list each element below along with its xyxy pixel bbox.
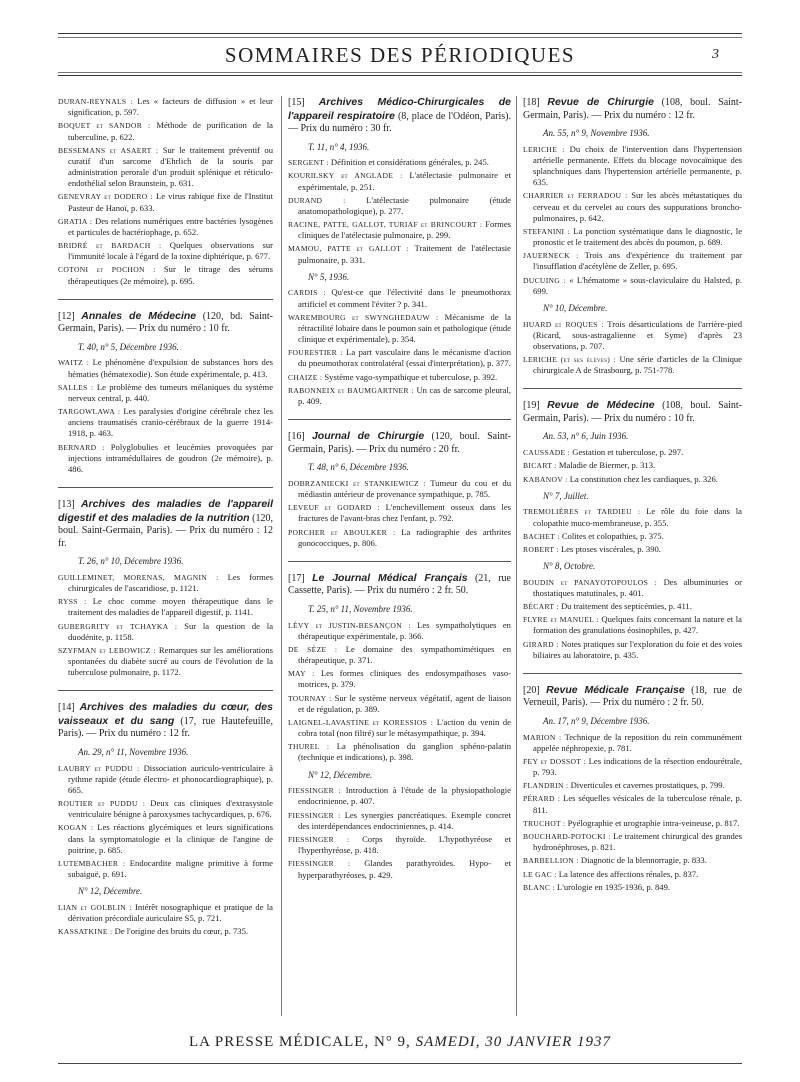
article-authors: BLANC : — [523, 882, 555, 892]
article-entry — [523, 460, 742, 471]
article-title: Tumeur du cou et du médiastin antérieur de provenance sympathique, p. 785. — [298, 477, 512, 499]
periodical-title: Revue de Chirurgie — [547, 96, 654, 108]
article-title: Trois ans d'expérience du traitement par l'insufflation d'acétylène de Zeller, p. 695. — [533, 250, 742, 272]
article-authors: HUARD et ROQUES : — [523, 319, 604, 329]
article-entry — [288, 195, 511, 217]
column-1 — [58, 96, 273, 950]
article-authors: RYSS : — [58, 597, 87, 607]
article-entry — [288, 810, 511, 832]
article-entry — [523, 780, 742, 791]
issue-label: N° 8, Octobre. — [543, 561, 596, 572]
article-authors: CHARRIER et FERRADOU : — [523, 191, 628, 201]
article-entry — [523, 544, 742, 555]
article-authors: ROUTIER et PUDDU : — [58, 799, 146, 809]
article-authors: KABANOV : — [523, 474, 568, 484]
section-rule — [523, 673, 742, 674]
periodical-heading — [58, 498, 273, 550]
section-rule — [523, 388, 742, 389]
article-title: Les paralysies d'origine cérébrale chez les anciens traumatisés cranio-cérébraux de la guerre 1914-1918, p. 463. — [68, 406, 273, 439]
periodical-title: Le Journal Médical Français — [312, 571, 468, 584]
periodical-address: (108, boul. Saint-Germain, Paris). — Prix du numéro : 10 fr. — [523, 400, 743, 424]
article-title: Un cas de sarcome pleural, p. 409. — [298, 384, 511, 406]
article-entry — [288, 644, 511, 666]
article-title: Les formes cliniques des endosympathoses vaso-motrices, p. 379. — [298, 668, 511, 690]
article-title: La constitution chez les cardiaques, p. 326. — [569, 473, 718, 484]
periodical-heading — [523, 684, 742, 710]
section-17 — [288, 572, 511, 881]
article-authors: LAIGNEL-LAVASTINE et KORESSIOS : — [288, 717, 434, 727]
article-authors: BOUCHARD-POTOCKI : — [523, 832, 611, 841]
article-authors: BESSEMANS et ASAERT : — [58, 145, 159, 155]
periodical-heading — [288, 572, 511, 598]
article-authors: FIESSINGER : — [288, 859, 351, 869]
periodical-number: [16] — [288, 431, 305, 443]
footer-rule — [58, 1063, 742, 1064]
periodical-number: [14] — [58, 702, 75, 714]
header-rule-thin — [58, 72, 742, 73]
article-entry — [288, 527, 511, 549]
article-title: Sur les abcès métastatiques du cerveau et du cervelet au cours des suppurations broncho-pulmonaires, p. 642. — [533, 190, 742, 223]
article-entry — [58, 902, 273, 924]
article-authors: SALLES : — [58, 382, 94, 392]
periodical-address: (18, rue de Verneuil, Paris). — Prix du numéro : 2 fr. 50. — [523, 684, 743, 709]
intro-entries — [58, 96, 273, 287]
article-entry — [523, 882, 742, 893]
article-entry — [523, 818, 742, 829]
section-rule — [58, 690, 273, 691]
column-divider — [281, 96, 282, 1016]
article-entry — [288, 717, 511, 739]
article-title: La latence des affections rénales, p. 837. — [558, 868, 699, 879]
article-entry — [288, 785, 511, 807]
article-title: Sur le traitement préventif ou curatif d'un sarcome d'Ehrlich de la souris par administration perorale d'un produit splénique et réticulo-endothélial selon Braunstein, p. 631. — [68, 144, 273, 189]
column-2 — [288, 96, 511, 893]
article-title: Notes pratiques sur l'exploration du foie et des voies biliaires au laboratoire, p. 435. — [533, 638, 742, 660]
page-header-title: SOMMAIRES DES PÉRIODIQUES — [224, 43, 576, 67]
article-title: « L'hématome » sous-claviculaire du Halsted, p. 699. — [533, 274, 742, 296]
periodical-heading — [523, 96, 742, 122]
section-16 — [288, 430, 511, 549]
periodical-address: (120, bd. Saint-Germain, Paris). — Prix du numéro : 10 fr. — [58, 310, 274, 335]
article-title: Diagnotic de la blennorragie, p. 833. — [580, 855, 707, 866]
issue-label: N° 10, Décembre. — [543, 302, 608, 313]
section-19 — [523, 399, 742, 660]
issue-label: T. 26, n° 10, Décembre 1936. — [78, 556, 184, 567]
article-entry — [58, 264, 273, 286]
article-entry — [288, 668, 511, 690]
article-authors: MAY : — [288, 669, 315, 679]
article-title: Les synergies pancréatiques. Exemple concret des interdépendances endocriniennes, p. 414. — [298, 809, 511, 831]
section-15 — [288, 96, 511, 407]
article-title: Le domaine des sympathomimétiques en thérapeutique, p. 371. — [298, 643, 511, 666]
article-entry — [58, 763, 273, 797]
article-entry — [288, 741, 511, 763]
issue-label: An. 17, n° 9, Décembre 1936. — [543, 715, 650, 726]
article-entry — [523, 226, 742, 248]
article-entry — [58, 645, 273, 679]
page-footer — [58, 1034, 742, 1051]
article-title: L'action du venin de cobra total (non filtré) sur le métasympathique, p. 394. — [298, 716, 511, 739]
article-authors: TREMOLIÈRES et TARDIEU : — [523, 507, 641, 517]
periodical-address: (17, rue Hautefeuille, Paris). — Prix du numéro : 12 fr. — [58, 715, 273, 740]
article-authors: ROBERT : — [523, 544, 559, 554]
article-authors: DE SÈZE : — [288, 644, 338, 654]
issue-label: T. 48, n° 6, Décembre 1936. — [308, 462, 409, 473]
article-title: Trois désarticulations de l'arrière-pied (Ricard, sous-astragalienne et Syme) d'après 23 observations, p. 707. — [533, 318, 742, 351]
issue-label: N° 5, 1936. — [308, 271, 350, 282]
article-authors: GRATIA : — [58, 216, 93, 226]
section-14 — [58, 701, 273, 937]
article-title: Corps thyroïde. L'hypothyréose et l'hyperthyréose, p. 418. — [298, 833, 511, 856]
article-entry — [58, 240, 273, 262]
article-entry — [288, 620, 511, 642]
article-title: L'atélectasie pulmonaire (étude anatomopathologique), p. 277. — [298, 194, 511, 216]
page-number: 3 — [712, 47, 719, 62]
article-entry — [523, 531, 742, 542]
article-title: Diverticules et cavernes prostatiques, p. 799. — [570, 780, 725, 791]
article-title: Les « facteurs de diffusion » et leur signification, p. 597. — [68, 96, 273, 118]
issue-label: T. 11, n° 4, 1936. — [308, 141, 370, 152]
article-title: Sur le système nerveux végétatif, agent de liaison et de régulation, p. 389. — [298, 692, 511, 714]
section-rule — [58, 487, 273, 488]
article-entry — [523, 275, 742, 297]
article-authors: JAUERNECK : — [523, 251, 579, 261]
article-title: De l'origine des bruits du cœur, p. 735. — [114, 926, 249, 937]
article-entry — [288, 157, 511, 168]
article-authors: DURAND : — [288, 195, 346, 205]
article-authors: STEFANINI : — [523, 226, 571, 236]
article-title: Des relations numériques entre bactéries lysogènes et particules de bactériophage, p. 652. — [68, 215, 273, 237]
article-entry — [523, 354, 742, 376]
article-authors: PORCHER et ABOULKER : — [288, 527, 396, 537]
article-authors: PÉRARD : — [523, 794, 561, 804]
column-divider — [516, 96, 517, 1016]
article-title: Sur le titrage des sérums thérapeutiques (2e mémoire), p. 695. — [68, 264, 273, 286]
article-authors: CARDIS : — [288, 288, 326, 298]
article-authors: MAMOU, PATTE et GALLOT : — [288, 244, 410, 254]
article-entry — [523, 855, 742, 866]
article-entry — [288, 243, 511, 265]
periodical-number: [19] — [523, 400, 540, 412]
article-entry — [58, 216, 273, 238]
issue-label: N° 7, Juillet. — [543, 490, 589, 501]
article-authors: COTONI et POCHON : — [58, 265, 156, 275]
periodical-number: [13] — [58, 499, 75, 511]
issue-label: N° 12, Décembre. — [308, 769, 373, 780]
article-title: Le problème des tumeurs mélaniques du système nerveux central, p. 440. — [68, 381, 274, 403]
article-authors: LE GAC : — [523, 869, 557, 879]
issue-label: N° 12, Décembre. — [78, 886, 143, 897]
article-entry — [288, 312, 511, 346]
periodical-address: (8, place de l'Odéon, Paris). — Prix du numéro : 30 fr. — [288, 110, 511, 134]
article-authors: KOURILSKY et ANGLADE : — [288, 171, 403, 181]
periodical-title: Archives des maladies de l'appareil digestif et des maladies de la nutrition — [58, 498, 273, 524]
article-authors: BACHET : — [523, 531, 560, 541]
article-authors: LEVEUF et GODARD : — [288, 503, 380, 513]
article-entry — [58, 798, 273, 820]
article-authors: BOQUET et SANDOR : — [58, 121, 151, 131]
article-authors: BÉCART : — [523, 602, 559, 612]
article-authors: GUILLEMINET, MORENAS, MAGNIN : — [58, 572, 219, 582]
issue-label: An. 53, n° 6, Juin 1936. — [543, 431, 629, 442]
article-authors: BERNARD : — [58, 442, 105, 452]
article-authors: WAITZ : — [58, 358, 90, 368]
article-entry — [58, 621, 273, 643]
article-title: Pyélographie et urographie intra-veineuse, p. 817. — [567, 817, 740, 828]
article-entry — [523, 756, 742, 778]
article-entry — [523, 506, 742, 528]
article-authors: LAUBRY et PUDDU : — [58, 763, 140, 773]
article-authors: LERICHE (et ses élèves) : — [523, 355, 616, 365]
article-title: Système vago-sympathique et tuberculose, p. 392. — [324, 371, 498, 382]
issue-label: An. 29, n° 11, Novembre 1936. — [78, 746, 189, 757]
article-title: Les sympatholytiques en thérapeutique expérimentale, p. 366. — [298, 619, 511, 641]
article-title: Gestation et tuberculose, p. 297. — [572, 447, 684, 458]
article-authors: KOGAN : — [58, 823, 94, 833]
periodical-number: [17] — [288, 572, 305, 584]
article-authors: FIESSINGER : — [288, 786, 342, 796]
periodical-heading — [58, 310, 273, 336]
periodical-title: Revue Médicale Française — [546, 683, 685, 696]
article-title: Méthode de purification de la tuberculine, p. 622. — [68, 120, 273, 142]
article-title: Glandes parathyroïdes. Hypo- et hyperparathyréoses, p. 429. — [298, 858, 512, 880]
article-entry — [58, 406, 273, 440]
article-authors: THUREL : — [288, 742, 330, 752]
article-entry — [58, 120, 273, 142]
article-title: Le choc comme moyen thérapeutique dans le traitement des maladies de l'appareil digestif, p. 1141. — [68, 596, 273, 618]
article-authors: LERICHE : — [523, 144, 565, 154]
article-authors: KASSATKINE : — [58, 927, 113, 937]
article-title: Deux cas cliniques d'extrasystole ventriculaire bénigne à paroxysmes tachycardiques, p. 676. — [68, 798, 273, 820]
article-authors: DUCUING : — [523, 275, 566, 285]
article-title: Quelques faits concernant la nature et la formation des granulations éosinophiles, p. 427. — [533, 614, 742, 636]
article-title: Le traitement chirurgical des grandes hydronéphroses, p. 821. — [533, 831, 742, 853]
article-title: Polyglobulies et leucémies provoquées par injections intramédullaires de goudron (2e mémoire), p. 486. — [68, 441, 273, 474]
article-entry — [523, 732, 742, 754]
article-authors: SZYFMAN et LEBOWICZ : — [58, 645, 156, 655]
periodical-heading — [288, 430, 511, 456]
article-entry — [523, 474, 742, 485]
article-title: L'enchevillement osseux dans les fractures de l'avant-bras chez l'enfant, p. 792. — [298, 502, 511, 524]
article-authors: FLYRE et MANUEL : — [523, 615, 599, 625]
article-entry — [523, 144, 742, 189]
article-entry — [58, 442, 273, 476]
periodical-number: [20] — [523, 684, 540, 696]
article-title: Sur la question de la duodénite, p. 1158. — [68, 620, 274, 642]
article-title: Des albuminuries or thostatiques matutinales, p. 401. — [533, 576, 742, 598]
article-entry — [288, 287, 511, 309]
article-title: Les ptoses viscérales, p. 390. — [560, 543, 661, 554]
article-authors: RABONNEIX et BAUMGARTNER : — [288, 385, 414, 395]
article-entry — [58, 145, 273, 190]
article-authors: GENEVRAY et DODERO : — [58, 192, 153, 202]
article-entry — [523, 250, 742, 272]
issue-label: T. 40, n° 5, Décembre 1936. — [78, 341, 179, 352]
header-rule — [58, 75, 742, 76]
article-entry — [288, 478, 511, 500]
article-entry — [288, 385, 511, 407]
article-entry — [288, 502, 511, 524]
article-title: Les réactions glycémiques et leurs significations dans la symptomatologie et la clinique de l'angine de poitrine, p. 685. — [68, 822, 273, 855]
article-title: Colites et colopathies, p. 375. — [561, 530, 664, 541]
article-entry — [523, 831, 742, 853]
article-authors: TARGOWLAWA : — [58, 407, 121, 417]
periodical-heading — [288, 96, 511, 136]
article-authors: FOURESTIER : — [288, 348, 343, 358]
article-entry — [288, 858, 511, 880]
periodical-address: (21, rue Cassette, Paris). — Prix du numéro : 2 fr. 50. — [288, 572, 511, 597]
column-3 — [523, 96, 742, 905]
article-authors: CAUSSADE : — [523, 448, 571, 458]
article-authors: FIESSINGER : — [288, 834, 350, 844]
article-authors: SERGENT : — [288, 158, 329, 168]
article-entry — [58, 96, 273, 118]
article-title: Du traitement des septicémies, p. 411. — [560, 601, 692, 612]
article-title: Mécanisme de la rétractilité lobaire dans le poumon sain et pathologique (étude clinique et expérimentale), p. 354. — [298, 311, 511, 345]
footer-date: 30 JANVIER 1937 — [485, 1034, 612, 1050]
article-authors: FLANDRIN : — [523, 781, 569, 791]
article-authors: LIAN et GOLBLIN : — [58, 902, 132, 912]
article-entry — [58, 357, 273, 379]
article-title: La part vasculaire dans le mécanisme d'action du pneumothorax controlatéral (essai d'interprétation), p. 377. — [298, 347, 511, 369]
section-18 — [523, 96, 742, 376]
article-title: Endocardite maligne primitive à forme subaiguë, p. 691. — [68, 857, 273, 880]
article-authors: WAREMBOURG et SWYNGHEDAUW : — [288, 312, 439, 322]
article-title: Quelques observations sur l'immunité locale à l'égard de la toxine diphtérique, p. 677. — [68, 240, 273, 262]
article-title: Traitement de l'atélectasie pulmonaire, p. 331. — [298, 243, 511, 265]
section-13 — [58, 498, 273, 678]
article-authors: BOUDIN et PANAYOTOPOULOS : — [523, 577, 658, 587]
article-title: Les formes chirurgicales de l'ascaridiose, p. 1121. — [68, 571, 274, 594]
article-authors: GIRARD : — [523, 639, 559, 649]
article-title: Définition et considérations générales, p. 245. — [330, 157, 489, 168]
article-authors: TOURNAY : — [288, 693, 332, 703]
article-authors: DURAN-REYNALS : — [58, 97, 134, 106]
article-title: Introduction à l'étude de la physiopathologie endocrinienne, p. 407. — [298, 785, 511, 807]
article-title: Remarques sur les améliorations spontanées du diabète sucré au cours de l'évolution de la tuberculose pulmonaire, p. 1172. — [68, 644, 273, 678]
article-title: Dissociation auriculo-ventriculaire à rythme rapide (étude électro- et phonocardiographique), p. 665. — [68, 762, 273, 795]
periodical-number: [12] — [58, 310, 75, 322]
article-entry — [58, 382, 273, 404]
article-authors: BARBELLION : — [523, 856, 579, 866]
article-entry — [58, 572, 273, 594]
article-title: Les indications de la résection endourétrale, p. 793. — [533, 755, 742, 778]
section-rule — [288, 561, 511, 562]
article-authors: RACINE, PATTE, GALLOT, TURIAF et BRINCOURT : — [288, 220, 483, 230]
article-authors: BRIDRÉ et BARDACH : — [58, 241, 162, 251]
section-20 — [523, 684, 742, 893]
article-entry — [288, 170, 511, 192]
article-entry — [58, 926, 273, 937]
section-rule — [58, 299, 273, 300]
issue-label: T. 25, n° 11, Novembre 1936. — [308, 603, 413, 614]
article-entry — [58, 191, 273, 213]
article-title: Les séquelles vésicales de la tuberculose rénale, p. 811. — [533, 793, 742, 815]
periodical-heading — [523, 399, 742, 425]
top-rule-thin — [58, 37, 742, 38]
periodical-number: [15] — [288, 97, 305, 108]
article-entry — [523, 614, 742, 636]
article-authors: FIESSINGER : — [288, 810, 341, 820]
article-authors: DOBRZANIECKI et STANKIEWICZ : — [288, 478, 426, 488]
article-title: La phénolisation du ganglion sphéno-palatin (technique et indications), p. 398. — [298, 741, 511, 763]
article-entry — [523, 793, 742, 815]
periodical-title: Annales de Médecine — [81, 309, 197, 322]
article-authors: TRUCHOT : — [523, 818, 566, 828]
article-authors: LÉVY et JUSTIN-BESANÇON : — [288, 620, 411, 630]
article-title: Le virus rabique fixe de l'Institut Pasteur de Hanoï, p. 633. — [68, 191, 273, 213]
article-authors: MARION : — [523, 732, 562, 742]
article-entry — [523, 447, 742, 458]
periodical-title: Archives des maladies du cœur, des vaisseaux et du sang — [58, 701, 273, 727]
article-entry — [288, 372, 511, 383]
article-entry — [58, 596, 273, 618]
article-title: La radiographie des arthrites gonococciques, p. 806. — [298, 526, 511, 548]
periodical-title: Archives Médico-Chirurgicales de l'appareil respiratoire — [288, 96, 511, 122]
article-entry — [523, 639, 742, 661]
periodical-address: (120, boul. Saint-Germain, Paris). — Prix du numéro : 12 fr. — [58, 512, 273, 549]
article-entry — [288, 834, 511, 856]
article-entry — [523, 869, 742, 880]
footer-day: SAMEDI, — [415, 1034, 481, 1050]
periodical-address: (120, boul. Saint-Germain, Paris). — Prix du numéro : 20 fr. — [288, 431, 512, 455]
article-authors: CHAIZE : — [288, 372, 323, 382]
article-title: Intérêt nosographique et pratique de la dérivation précordiale auriculaire S5, p. 721. — [68, 901, 273, 924]
periodical-heading — [58, 701, 273, 741]
periodical-title: Revue de Médecine — [547, 399, 655, 412]
article-entry — [523, 601, 742, 612]
top-rule — [58, 33, 742, 34]
periodical-title: Journal de Chirurgie — [311, 430, 425, 443]
article-entry — [523, 319, 742, 353]
article-title: Du choix de l'intervention dans l'hypertension artérielle permanente. Effets du blocage novocaïnique des splanchniques dans l'hypertension artérielle permanente, p. 635. — [533, 143, 742, 188]
periodical-address: (108, boul. Saint-Germain, Paris). — Prix du numéro : 12 fr. — [523, 97, 743, 121]
article-title: Qu'est-ce que l'électivité dans le pneumothorax artificiel et comment l'éviter ? p. 341. — [298, 287, 511, 309]
article-title: Technique de la reposition du rein communément appelée néphropexie, p. 781. — [533, 731, 742, 753]
article-entry — [58, 858, 273, 880]
article-title: Le phénomène d'expulsion de substances hors des hématies (hématexodie). Son étude expérimentale, p. 413. — [68, 357, 273, 379]
section-12 — [58, 310, 273, 475]
article-authors: GUBERGRITY et TCHAYKA : — [58, 621, 178, 631]
section-rule — [288, 419, 511, 420]
article-title: La ponction systématique dans le diagnostic, le pronostic et le traitement des abcès du poumon, p. 689. — [533, 225, 743, 248]
article-entry — [288, 347, 511, 369]
article-entry — [523, 190, 742, 224]
issue-label: An. 55, n° 9, Novembre 1936. — [543, 128, 650, 138]
article-entry — [58, 822, 273, 856]
article-authors: FEY et DOSSOT : — [523, 756, 587, 766]
article-title: L'atélectasie pulmonaire et expérimentale, p. 251. — [298, 170, 512, 192]
article-entry — [523, 577, 742, 599]
article-entry — [288, 693, 511, 715]
footer-journal: LA PRESSE MÉDICALE, N° 9, — [188, 1034, 411, 1050]
article-authors: LUTEMBACHER : — [58, 858, 126, 868]
article-entry — [288, 219, 511, 241]
article-title: Le rôle du foie dans la colopathie muco-membraneuse, p. 355. — [533, 506, 742, 528]
article-title: L'urologie en 1935-1936, p. 849. — [557, 881, 671, 892]
article-title: Une série d'articles de la Clinique chirurgicale A de Strasbourg, p. 751-778. — [533, 354, 742, 376]
article-title: Maladie de Biermer, p. 313. — [558, 460, 656, 471]
article-title: Formes cliniques de l'atélectasie pulmonaire, p. 299. — [298, 219, 511, 241]
article-authors: BICART : — [523, 461, 557, 471]
periodical-number: [18] — [523, 97, 540, 108]
